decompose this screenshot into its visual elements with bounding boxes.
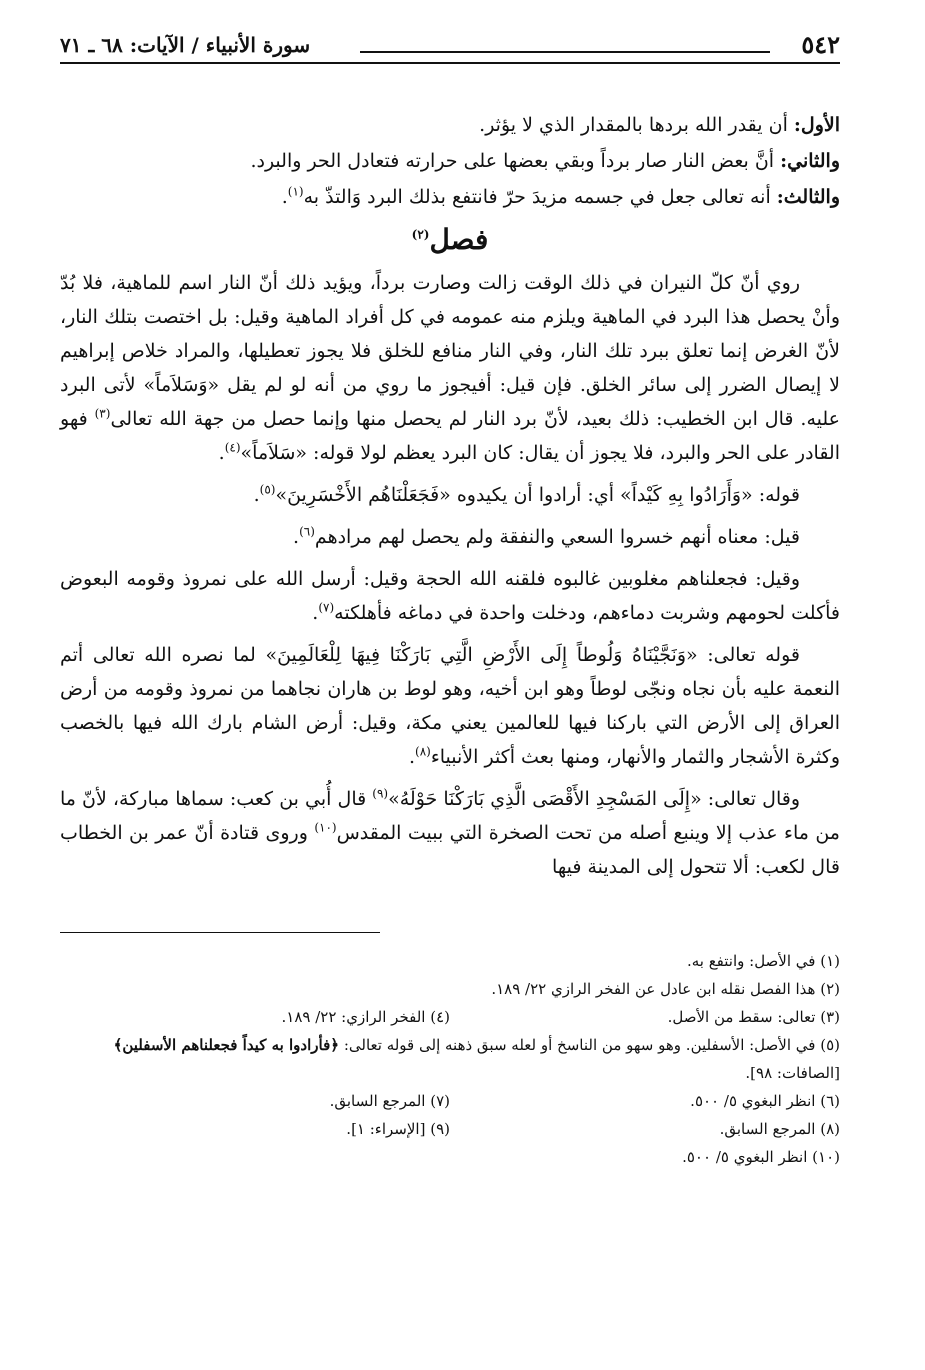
footnote-5	[60, 1031, 840, 1087]
footnote-ref: (٣)	[94, 406, 111, 421]
footnote-4: (٤) الفخر الرازي: ٢٢/ ١٨٩.	[281, 1008, 450, 1026]
paragraph-text: .	[312, 602, 319, 624]
paragraph	[60, 782, 840, 884]
paragraph-text: وروى قتادة أنّ عمر بن الخطاب قال لكعب: ألا تتحول إلى المدينة فيها	[60, 822, 840, 878]
paragraph-text: .	[253, 484, 260, 506]
opinion-text: أن يقدر الله بردها بالمقدار الذي لا يؤثر.	[479, 114, 794, 136]
paragraph-text: وقال تعالى: «إِلَى المَسْجِدِ الأَقْصَى الَّذِي بَارَكْنَا حَوْلَهُ»	[388, 788, 800, 810]
section-title: فصل	[429, 223, 489, 256]
opinion-text: أنه تعالى جعل في جسمه مزيدَ حرّ فانتفع بذلك البرد وَالتذّ به	[303, 186, 777, 208]
footnote-ref: (٦)	[299, 524, 315, 539]
footnote-2: (٢) هذا الفصل نقله ابن عادل عن الفخر الرازي ٢٢/ ١٨٩.	[491, 980, 840, 998]
paragraph-text: روي أنّ كلّ النيران في ذلك الوقت زالت وصارت برداً، ويؤيد ذلك أنّ النار اسم للماهية، فلا بُدّ وأنْ يحصل هذا البرد في الماهية ويلزم منه عمومه في كل أفراد الماهية وقيل: بل اختصت بتلك النار، لأنّ الغرض إنما تعلق ببرد تلك النار، وفي النار منافع للخلق فلا يجوز تعطيلها، والمراد خلاص إبراهيم لا إيصال الضرر إلى سائر الخلق. فإن قيل: أفيجوز ما روي من أنه لو لم يقل «وَسَلاَماً» لأتى البرد عليه. قال ابن الخطيب: ذلك بعيد، لأنّ برد النار لم يحصل منها وإنما حصل من جهة الله تعالى	[60, 272, 840, 430]
paragraph	[60, 562, 840, 630]
chapter-title: سورة الأنبياء / الآيات: ٦٨ ـ ٧١	[60, 33, 311, 57]
footnote-separator-wrap	[60, 892, 840, 947]
opinion-label: والثالث:	[776, 186, 840, 208]
opinion-text: أنَّ بعض النار صار برداً وبقي بعضها على حرارته فتعادل الحر والبرد.	[250, 150, 781, 172]
footnote-row	[60, 1115, 840, 1143]
footnote-ref: (٩)	[372, 786, 389, 801]
paragraph-text: قال أُبي بن كعب: سماها مباركة، لأنّ ما من ماء عذب إلا وينبع أصله من تحت الصخرة التي ببيت المقدس	[60, 788, 840, 844]
footnote-5-text: (٥) في الأصل: الأسفلين. وهو سهو من الناسخ أو لعله سبق ذهنه إلى قوله تعالى:	[339, 1036, 840, 1054]
paragraph	[60, 520, 840, 554]
paragraph-text: وقيل: فجعلناهم مغلوبين غالبوه فلقنه الله الحجة وقيل: أرسل الله على نمروذ وقومه البعوض فأكلت لحومهم وشربت دماءهم، ودخلت واحدة في دماغه فأهلكته	[60, 568, 840, 624]
footnote-row	[60, 1003, 840, 1031]
opinion-label: والثاني:	[780, 150, 840, 172]
page-number: ٥٤٢	[801, 30, 840, 59]
footnote-1: (١) في الأصل: وانتفع به.	[686, 952, 840, 970]
opinion-label: الأول:	[793, 114, 840, 136]
paragraph-text: قوله: «وَأَرَادُوا بِهِ كَيْداً» أي: أرادوا أن يكيدوه «فَجَعَلْنَاهُم الأَخْسَرِينَ»	[275, 484, 800, 506]
running-header	[60, 28, 840, 64]
footnote-ref: (٧)	[318, 600, 335, 615]
opinion-second	[60, 144, 840, 178]
paragraph-text: فهو القادر على الحر والبرد، فلا يجوز أن يقال: كان البرد يعظم لولا قوله: «سَلاَماً»	[60, 408, 840, 464]
footnote-3: (٣) تعالى: سقط من الأصل.	[667, 1008, 840, 1026]
section-heading	[60, 220, 840, 260]
footnote-ref: (٨)	[415, 744, 431, 759]
paragraph-text: قوله تعالى: «وَنَجَّيْنَاهُ وَلُوطاً إِلَى الأَرْضِ الَّتِي بَارَكْنَا فِيهَا لِلْعَالَمِينَ» لما نصره الله تعالى أتم النعمة عليه بأن نجاه ونجّى لوطاً وهو ابن أخيه، وهو لوط بن هاران نجاهما من نمروذ وقومه من أرض العراق إلى الأرض التي باركنا فيها للعالمين يعني مكة، وقيل: أرض الشام بارك الله فيها بالخصب وكثرة الأشجار والثمار والأنهار، ومنها بعث أكثر الأنبياء	[60, 644, 840, 768]
footnote-ref: (٥)	[259, 482, 276, 497]
footnote-9: (٩) [الإسراء: ١].	[346, 1120, 450, 1138]
footnote-ref: (١٠)	[314, 820, 337, 835]
footnote-6: (٦) انظر البغوي ٥/ ٥٠٠.	[690, 1092, 840, 1110]
paragraph	[60, 266, 840, 470]
footnote-separator	[60, 932, 380, 933]
footnote-10: (١٠) انظر البغوي ٥/ ٥٠٠.	[682, 1148, 840, 1166]
footnote-8: (٨) المرجع السابق.	[719, 1120, 840, 1138]
footnote-ref: (٤)	[224, 440, 241, 455]
paragraph-text: .	[293, 526, 300, 548]
paragraph	[60, 638, 840, 774]
header-rule	[360, 51, 770, 53]
paragraph	[60, 478, 840, 512]
footnotes	[60, 947, 840, 1171]
opinion-first	[60, 108, 840, 142]
paragraph-text: قيل: معناه أنهم خسروا السعي والنفقة ولم يحصل لهم مرادهم	[314, 526, 800, 548]
footnote-5-citation: [الصافات: ٩٨].	[745, 1064, 840, 1082]
opinion-third	[60, 180, 840, 214]
main-text	[60, 108, 840, 884]
footnote-ref: (١)	[287, 184, 304, 199]
footnote-5-quote: ﴿فأرادوا به كيداً فجعلناهم الأسفلين﴾	[113, 1036, 340, 1054]
book-page	[60, 28, 840, 1171]
paragraph-text: .	[218, 442, 225, 464]
footnote-7: (٧) المرجع السابق.	[329, 1092, 450, 1110]
footnote-ref: (٢)	[411, 227, 430, 242]
opinion-end: .	[281, 186, 288, 208]
paragraph-text: .	[408, 746, 415, 768]
paragraphs	[60, 266, 840, 884]
footnote-row	[60, 1087, 840, 1115]
